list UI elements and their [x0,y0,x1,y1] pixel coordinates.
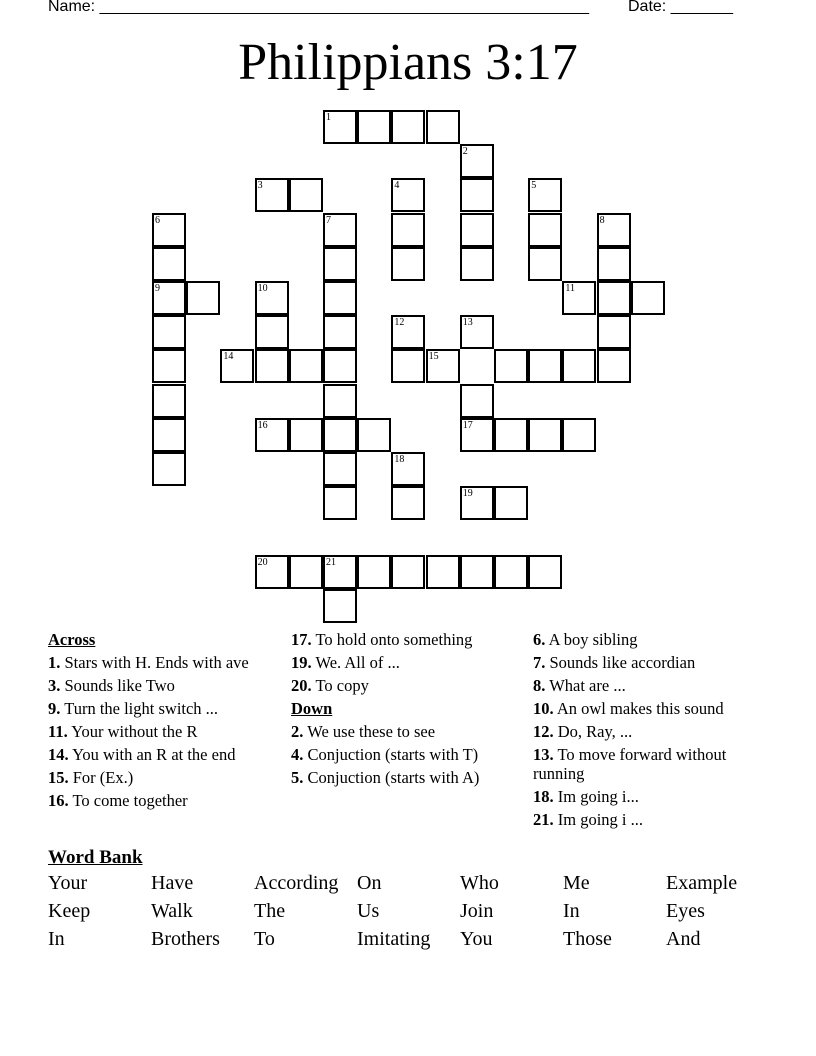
crossword-cell[interactable] [323,349,357,383]
word-bank-word: Us [357,900,380,922]
clue-number: 13 [462,317,473,329]
word-bank-word: Have [151,872,194,894]
word-bank-word: Join [460,900,494,922]
crossword-cell[interactable] [426,349,460,383]
crossword-cell[interactable] [255,281,289,315]
clue [533,787,773,806]
clue-number: 17. [291,630,312,649]
clue-number: 7 [326,214,331,226]
clue [291,676,516,695]
crossword-cell[interactable] [391,213,425,247]
crossword-cell[interactable] [460,247,494,281]
clue-number: 11 [565,283,576,294]
crossword-cell[interactable] [494,418,528,452]
crossword-cell[interactable] [255,349,289,383]
word-bank-word: Those [563,928,612,950]
clue-text: We use these to see [303,722,436,741]
crossword-cell[interactable] [391,555,425,589]
clue-text: You with an R at the end [68,745,236,764]
clue [48,791,273,810]
clue-number: 4 [394,180,400,192]
clue [533,810,773,829]
clue-text: To copy [311,676,369,695]
crossword-cell[interactable] [391,247,425,281]
crossword-cell[interactable] [391,486,425,520]
crossword-cell[interactable] [631,281,665,315]
word-bank-word: Eyes [666,900,705,922]
clue-text: What are ... [545,676,626,695]
name-field[interactable]: Name: _______________________________________________________ [48,0,589,15]
clue-number: 10 [257,283,268,294]
clue-number: 12. [533,722,554,741]
word-bank-word: Me [563,872,590,894]
clue-number: 8. [533,676,546,695]
crossword-cell[interactable] [528,349,562,383]
crossword-cell[interactable] [255,178,289,212]
clue-text: An owl makes this sound [553,699,724,718]
crossword-cell[interactable] [323,452,357,486]
crossword-cell[interactable] [152,418,186,452]
crossword-cell[interactable] [562,349,596,383]
crossword-cell[interactable] [357,110,391,144]
crossword-cell[interactable] [528,418,562,452]
page-title: Philippians 3:17 [238,34,578,91]
crossword-cell[interactable] [357,418,391,452]
clue-number: 2. [291,722,304,741]
clues-column-3 [533,630,773,833]
crossword-cell[interactable] [597,213,631,247]
clue-number: 1 [326,112,331,123]
word-bank-title: Word Bank [48,847,143,868]
clue-number: 8 [599,214,605,226]
clue-number: 17 [462,419,473,431]
clue-number: 14 [223,351,234,363]
crossword-cell[interactable] [460,178,494,212]
clue-number: 19 [462,488,473,500]
clue-text: A boy sibling [545,630,638,649]
crossword-cell[interactable] [152,384,186,418]
word-bank-word: You [460,928,493,950]
clue-number: 12 [394,317,405,329]
clue-number: 18 [394,454,405,465]
clue [291,768,516,787]
crossword-cell[interactable] [494,486,528,520]
crossword-cell[interactable] [460,144,494,178]
crossword-cell[interactable] [528,555,562,589]
clue-text: Im going i... [553,787,639,806]
clue-text: Sounds like Two [60,676,175,695]
clue-number: 19. [291,653,312,672]
crossword-cell[interactable] [323,486,357,520]
clue-text: Sounds like accordian [545,653,696,672]
clue [48,676,273,695]
clue [48,722,273,741]
crossword-cell[interactable] [289,178,323,212]
word-bank-word: Imitating [357,928,431,950]
crossword-cell[interactable] [289,349,323,383]
crossword-cell[interactable] [357,555,391,589]
clue-number: 21. [533,810,554,829]
clue-text: Stars with H. Ends with ave [60,653,249,672]
clue-number: 16 [257,419,268,431]
crossword-cell[interactable] [255,555,289,589]
clue-number: 14. [48,745,69,764]
crossword-cell[interactable] [323,315,357,349]
clue-text: To move forward without running [533,745,727,783]
crossword-cell[interactable] [255,315,289,349]
clue-number: 20 [257,556,268,568]
clue-number: 7. [533,653,546,672]
crossword-cell[interactable] [289,555,323,589]
crossword-cell[interactable] [597,315,631,349]
clue-text: Do, Ray, ... [553,722,633,741]
crossword-cell[interactable] [220,349,254,383]
word-bank-word: Walk [151,900,193,922]
crossword-cell[interactable] [323,110,357,144]
word-bank-word: Example [666,872,738,894]
clue-text: To hold onto something [311,630,473,649]
crossword-cell[interactable] [528,213,562,247]
clue [48,699,273,718]
crossword-cell[interactable] [152,213,186,247]
word-bank-word: Who [460,872,499,894]
crossword-cell[interactable] [460,384,494,418]
crossword-cell[interactable] [460,315,494,349]
clue-number: 6. [533,630,546,649]
crossword-cell[interactable] [426,110,460,144]
crossword-cell[interactable] [255,418,289,452]
clue-number: 21 [326,556,336,568]
clue-number: 9. [48,699,61,718]
clue-text: Im going i ... [553,810,643,829]
clue-number: 20. [291,676,312,695]
crossword-cell[interactable] [460,555,494,589]
clue [48,653,273,672]
crossword-cell[interactable] [186,281,220,315]
crossword-cell[interactable] [494,349,528,383]
clue-text: Your without the R [67,722,198,741]
crossword-cell[interactable] [494,555,528,589]
clue-number: 3 [257,180,263,192]
crossword-cell[interactable] [562,281,596,315]
clue-text: For (Ex.) [68,768,134,787]
clue-number: 9 [155,283,160,294]
crossword-cell[interactable] [426,555,460,589]
clue [48,745,273,764]
word-bank [48,872,788,956]
crossword-cell[interactable] [152,247,186,281]
clue-number: 6 [155,214,160,226]
crossword-cell[interactable] [391,452,425,486]
word-bank-word: In [563,900,580,922]
clue-number: 1. [48,653,61,672]
crossword-cell[interactable] [152,281,186,315]
clues-column-1 [48,630,273,814]
word-bank-word: In [48,928,65,950]
crossword-cell[interactable] [152,315,186,349]
crossword-cell[interactable] [152,349,186,383]
clue [533,676,773,695]
clue [291,745,516,764]
clue-number: 5. [291,768,304,787]
date-field[interactable]: Date: _______ [628,0,733,15]
clue [533,630,773,649]
clue-text: To come together [68,791,188,810]
word-bank-word: On [357,872,382,894]
clue-number: 18. [533,787,554,806]
crossword-cell[interactable] [391,349,425,383]
crossword-cell[interactable] [323,418,357,452]
crossword-cell[interactable] [323,384,357,418]
word-bank-word: And [666,928,701,950]
clue-number: 2 [462,146,468,158]
crossword-cell[interactable] [323,213,357,247]
clue [533,699,773,718]
clue-number: 3. [48,676,61,695]
word-bank-word: To [254,928,275,950]
word-bank-word: Your [48,872,88,894]
clue-number: 13. [533,745,554,764]
crossword-cell[interactable] [597,349,631,383]
crossword-cell[interactable] [323,247,357,281]
clue-text: Turn the light switch ... [60,699,219,718]
clue-heading: Across [48,630,96,649]
clue [533,745,773,783]
crossword-cell[interactable] [391,110,425,144]
clue [533,653,773,672]
crossword-cell[interactable] [528,247,562,281]
clue-number: 15. [48,768,69,787]
crossword-cell[interactable] [323,589,357,623]
clue-text: We. All of ... [311,653,400,672]
clue-number: 16. [48,791,69,810]
word-bank-word: Keep [48,900,91,922]
clue-heading: Down [291,699,333,718]
crossword-cell[interactable] [562,418,596,452]
crossword-cell[interactable] [460,418,494,452]
crossword-cell[interactable] [391,315,425,349]
clue [291,653,516,672]
clue-number: 15 [428,351,439,363]
crossword-cell[interactable] [597,281,631,315]
word-bank-word: According [254,872,339,894]
crossword-cell[interactable] [597,247,631,281]
crossword-cell[interactable] [289,418,323,452]
word-bank-word: Brothers [151,928,220,950]
crossword-cell[interactable] [391,178,425,212]
clue-number: 10. [533,699,554,718]
crossword-cell[interactable] [460,486,494,520]
clue [533,722,773,741]
crossword-cell[interactable] [323,281,357,315]
crossword-cell[interactable] [152,452,186,486]
clue-text: Conjuction (starts with A) [303,768,480,787]
clue-number: 5 [531,180,537,192]
crossword-cell[interactable] [460,213,494,247]
crossword-cell[interactable] [528,178,562,212]
clues-column-2 [291,630,516,791]
clue-number: 11. [48,722,68,741]
clue-number: 4. [291,745,304,764]
clue-text: Conjuction (starts with T) [303,745,479,764]
clue [291,722,516,741]
crossword-cell[interactable] [323,555,357,589]
clue [48,768,273,787]
clue [291,630,516,649]
word-bank-word: The [254,900,286,922]
